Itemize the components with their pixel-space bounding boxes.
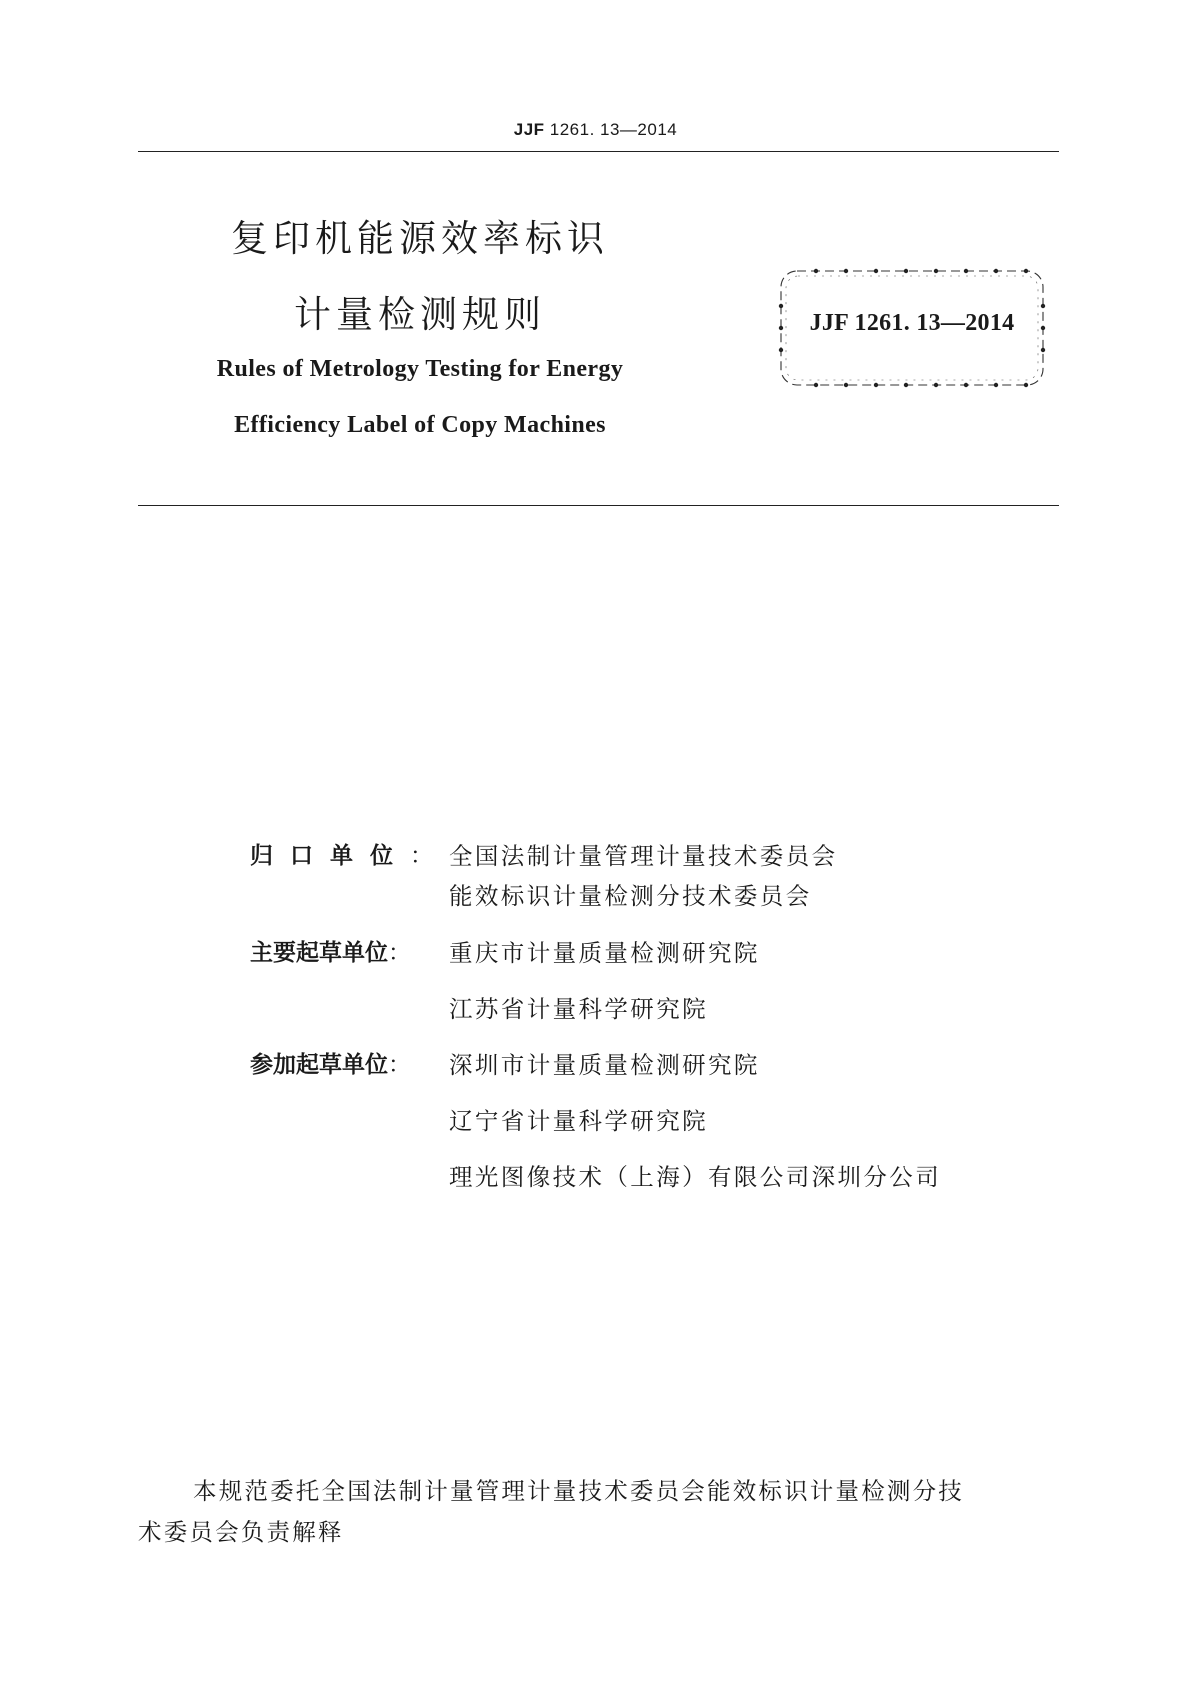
main-drafters-value-2: 江苏省计量科学研究院 xyxy=(449,995,708,1023)
responsible-unit-label xyxy=(250,837,450,870)
participating-drafters-colon: ： xyxy=(388,1052,411,1078)
standard-code: JJF 1261. 13—2014 xyxy=(809,310,1015,336)
participating-drafters-value-1: 深圳市计量质量检测研究院 xyxy=(449,1051,760,1079)
participating-drafters-value-2: 辽宁省计量科学研究院 xyxy=(449,1107,708,1135)
header-code-prefix: JJF xyxy=(513,120,545,139)
title-en-line1: Rules of Metrology Testing for Energy xyxy=(216,356,624,382)
main-drafters-colon: ： xyxy=(388,940,411,966)
responsible-unit-value-1: 全国法制计量管理计量技术委员会 xyxy=(449,842,838,870)
bottom-rule xyxy=(138,505,1059,506)
running-header xyxy=(0,120,1191,140)
main-drafters-label-text: 主要起草单位 xyxy=(250,940,388,966)
standard-code-box xyxy=(776,266,1048,390)
responsible-unit-label-text: 归口单位 xyxy=(250,843,410,869)
title-cn-line2: 计量检测规则 xyxy=(294,293,546,336)
responsible-unit-colon: ： xyxy=(410,843,433,869)
participating-drafters-label xyxy=(250,1046,450,1079)
interpretation-note-line2: 术委员会负责解释 xyxy=(138,1518,344,1546)
main-drafters-value-1: 重庆市计量质量检测研究院 xyxy=(449,939,760,967)
interpretation-note-line1: 本规范委托全国法制计量管理计量技术委员会能效标识计量检测分技 xyxy=(193,1477,964,1505)
top-rule xyxy=(138,151,1059,152)
main-drafters-label xyxy=(250,934,450,967)
title-en-line2: Efficiency Label of Copy Machines xyxy=(234,412,606,438)
header-code-number: 1261. 13—2014 xyxy=(544,120,678,139)
title-cn-line1: 复印机能源效率标识 xyxy=(231,217,609,260)
responsible-unit-value-2: 能效标识计量检测分技术委员会 xyxy=(449,882,812,910)
participating-drafters-value-3: 理光图像技术（上海）有限公司深圳分公司 xyxy=(449,1163,942,1191)
participating-drafters-label-text: 参加起草单位 xyxy=(250,1052,388,1078)
